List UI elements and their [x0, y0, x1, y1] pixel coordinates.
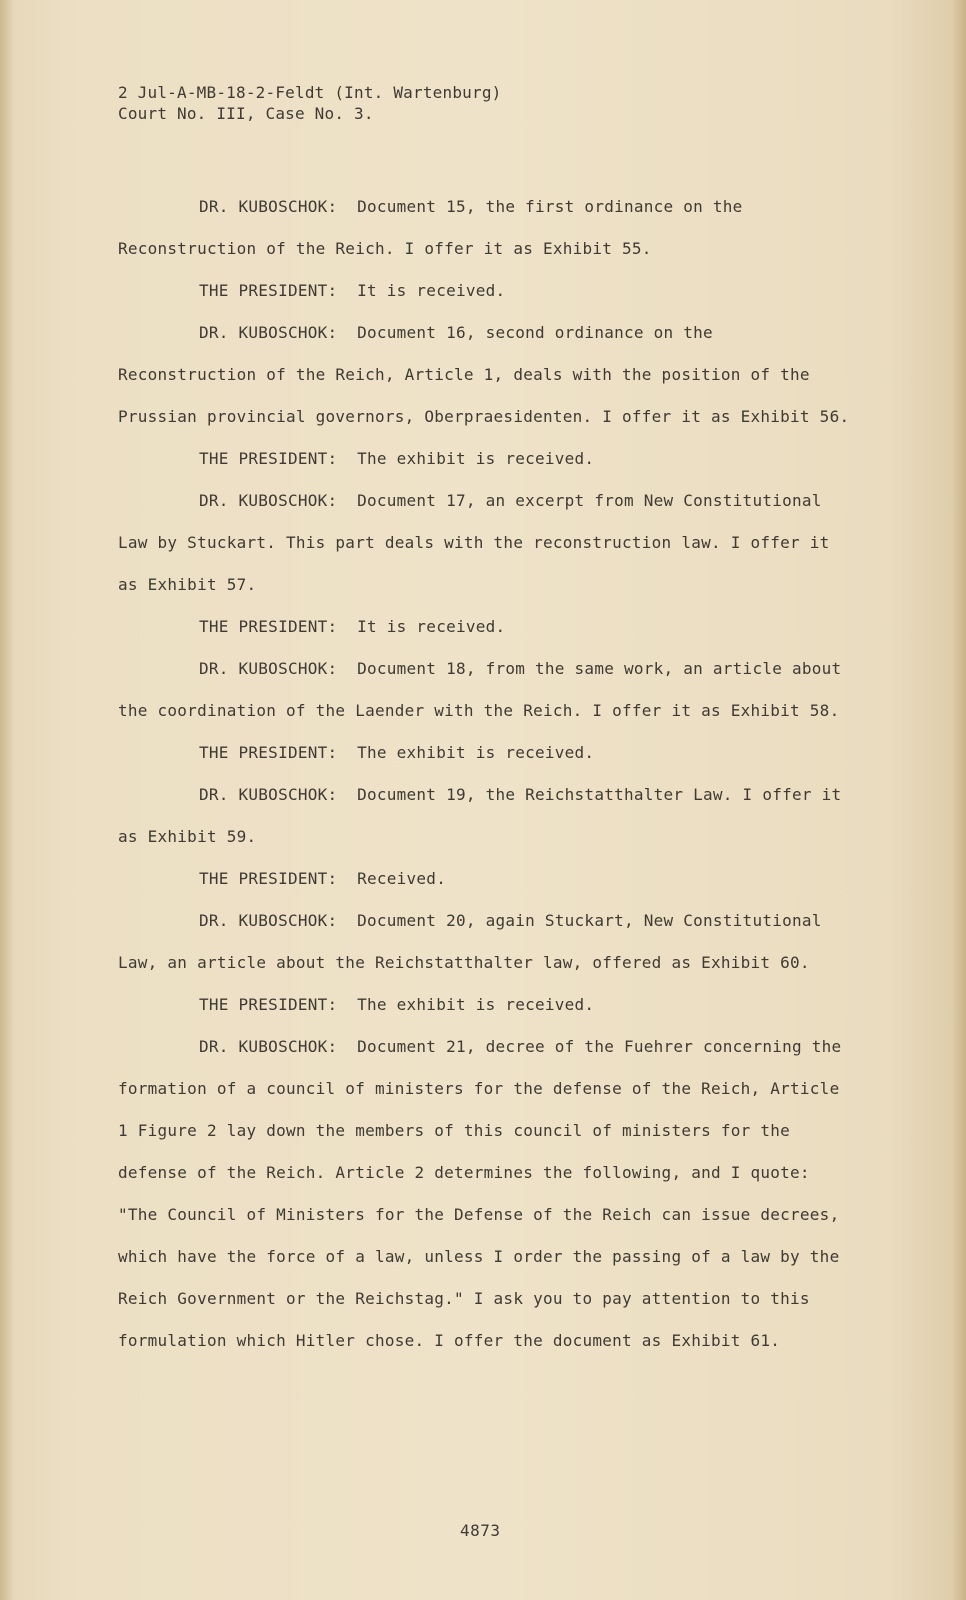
header-line-court: Court No. III, Case No. 3.: [118, 104, 374, 123]
speaker-label: THE PRESIDENT:: [199, 281, 338, 300]
transcript-paragraph: [118, 312, 858, 438]
statement-text: The exhibit is received.: [357, 449, 595, 468]
statement-text: The exhibit is received.: [357, 743, 595, 762]
transcript-body: [118, 186, 858, 1362]
transcript-paragraph: [118, 438, 858, 480]
statement-text: Received.: [357, 869, 447, 888]
transcript-paragraph: [118, 480, 858, 606]
statement-text: It is received.: [357, 617, 506, 636]
speaker-label: DR. KUBOSCHOK:: [199, 1037, 338, 1056]
statement-text: Document 16, second ordinance on the Reconstruction of the Reich, Article 1, deals with the position of the Prussian provincial governors, Oberpraesidenten. I offer it as Exhibit 56.: [118, 323, 850, 426]
speaker-label: THE PRESIDENT:: [199, 869, 338, 888]
paper-edge-right: [952, 0, 966, 1600]
transcript-paragraph: [118, 186, 858, 270]
header-line-session: 2 Jul-A-MB-18-2-Feldt (Int. Wartenburg): [118, 83, 502, 102]
statement-text: Document 20, again Stuckart, New Constitutional Law, an article about the Reichstatthalter law, offered as Exhibit 60.: [118, 911, 822, 972]
transcript-paragraph: [118, 270, 858, 312]
statement-text: The exhibit is received.: [357, 995, 595, 1014]
document-header: [118, 82, 501, 124]
speaker-label: DR. KUBOSCHOK:: [199, 323, 338, 342]
speaker-label: THE PRESIDENT:: [199, 449, 338, 468]
page-number: 4873: [460, 1521, 501, 1540]
paper-edge-left: [0, 0, 14, 1600]
transcript-paragraph: [118, 606, 858, 648]
speaker-label: DR. KUBOSCHOK:: [199, 659, 338, 678]
statement-text: Document 17, an excerpt from New Constitutional Law by Stuckart. This part deals with the reconstruction law. I offer it as Exhibit 57.: [118, 491, 830, 594]
statement-text: It is received.: [357, 281, 506, 300]
transcript-paragraph: [118, 774, 858, 858]
statement-text: Document 18, from the same work, an article about the coordination of the Laender with the Reich. I offer it as Exhibit 58.: [118, 659, 842, 720]
statement-text: Document 19, the Reichstatthalter Law. I offer it as Exhibit 59.: [118, 785, 842, 846]
transcript-paragraph: [118, 648, 858, 732]
speaker-label: DR. KUBOSCHOK:: [199, 197, 338, 216]
speaker-label: DR. KUBOSCHOK:: [199, 491, 338, 510]
transcript-paragraph: [118, 984, 858, 1026]
transcript-paragraph: [118, 900, 858, 984]
speaker-label: THE PRESIDENT:: [199, 743, 338, 762]
statement-text: Document 15, the first ordinance on the Reconstruction of the Reich. I offer it as Exhibit 55.: [118, 197, 743, 258]
statement-text: Document 21, decree of the Fuehrer concerning the formation of a council of ministers for the defense of the Reich, Article 1 Figure 2 lay down the members of this council of ministers for the defense of the Reich. Article 2 determines the following, and I quote: "The Council of Ministers for the Defense of the Reich can issue decrees, which have the force of a law, unless I order the passing of a law by the Reich Government or the Reichstag." I ask you to pay attention to this formulation which Hitler chose. I offer the document as Exhibit 61.: [118, 1037, 842, 1350]
transcript-paragraph: [118, 1026, 858, 1362]
speaker-label: THE PRESIDENT:: [199, 617, 338, 636]
speaker-label: DR. KUBOSCHOK:: [199, 911, 338, 930]
transcript-paragraph: [118, 858, 858, 900]
transcript-paragraph: [118, 732, 858, 774]
speaker-label: THE PRESIDENT:: [199, 995, 338, 1014]
speaker-label: DR. KUBOSCHOK:: [199, 785, 338, 804]
